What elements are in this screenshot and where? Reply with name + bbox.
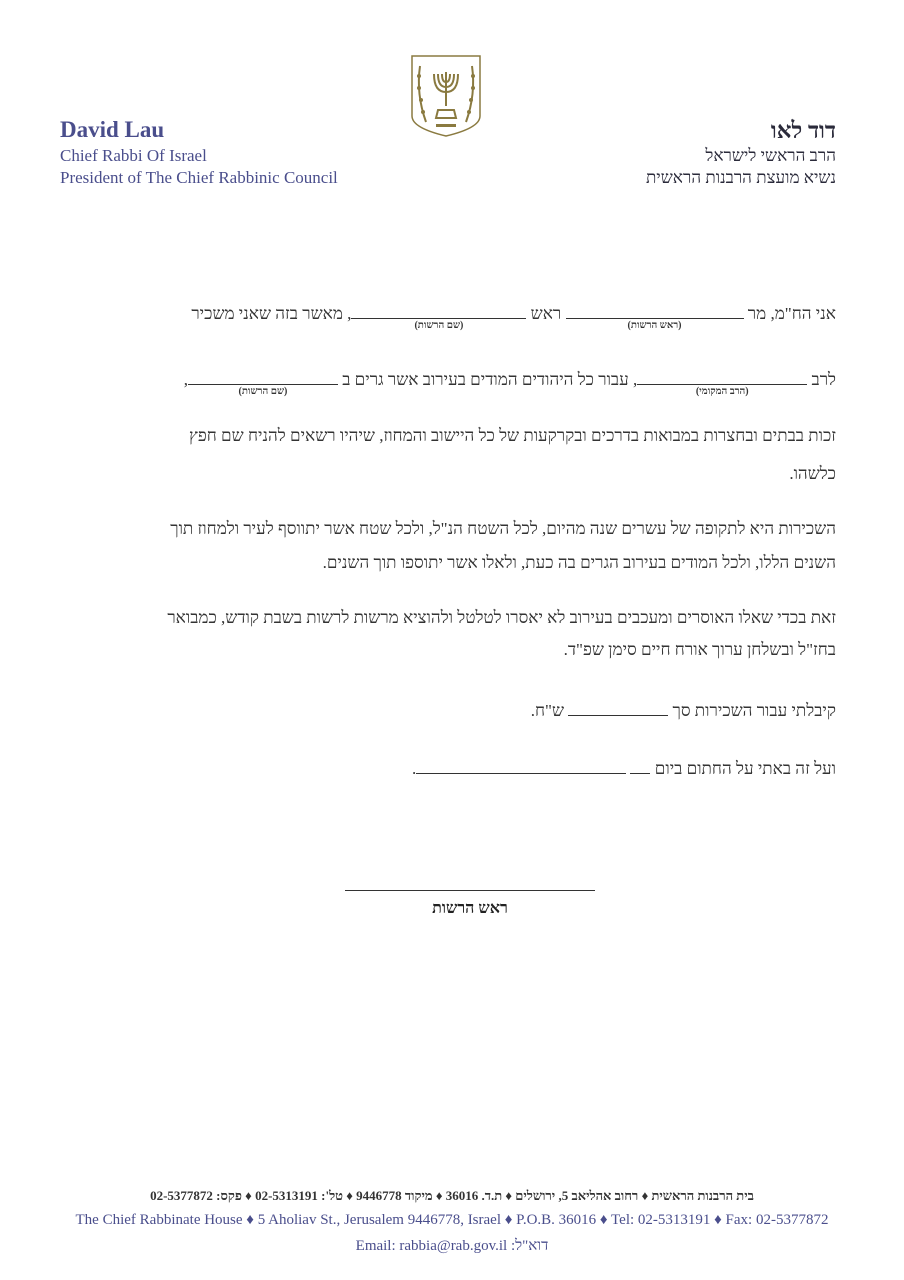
payment-line — [531, 701, 836, 721]
text: , מאשר בזה שאני משכיר — [191, 304, 352, 323]
paragraph-2-line-1: השכירות היא לתקופה של עשרים שנה מהיום, לכל השטח הנ"ל, ולכל שטח אשר יתווסף לעיר ולמחוז תוך — [170, 519, 836, 538]
text: אני הח"מ, מר — [747, 304, 836, 323]
letterhead-hebrew — [646, 117, 836, 189]
caption: (הרב המקומי) — [695, 386, 749, 397]
text: , עבור כל היהודים המודים בעירוב אשר גרים ב — [342, 370, 638, 389]
sender-title-en: Chief Rabbi Of Israel — [60, 146, 207, 165]
blank-date[interactable] — [416, 759, 626, 774]
blank-authority-name-2[interactable] — [188, 370, 338, 397]
sender-role-en: President of The Chief Rabbinic Council — [60, 168, 338, 187]
text: ועל זה באתי על החתום ביום — [654, 759, 836, 778]
date-line: ועל זה באתי על החתום ביום . — [411, 759, 836, 778]
body-line-2: לרב (הרב המקומי) , עבור כל היהודים המודים בעירוב אשר גרים ב (שם הרשות) , — [183, 370, 836, 397]
footer-english: The Chief Rabbinate House ♦ 5 Aholiav St., Jerusalem 9446778, Israel ♦ P.O.B. 36016 ♦ Tel: 02-5313191 ♦ Fax: 02-5377872 — [75, 1212, 829, 1228]
paragraph-3-line-2: בחז"ל ובשלחן ערוך אורח חיים סימן שפ"ד. — [563, 640, 836, 659]
blank-amount[interactable] — [568, 701, 668, 716]
signature-line[interactable] — [345, 890, 595, 891]
signature-label: ראש הרשות — [432, 900, 508, 917]
body-line-3: זכות בבתים ובחצרות במבואות בדרכים ובקרקעות של כל היישוב והמחוז, שיהיו רשאים להניח שם חפץ — [188, 426, 836, 445]
sender-name-en: David Lau — [60, 117, 165, 142]
paragraph-2-line-2: השנים הללו, ולכל המודים בעירוב הגרים בה כעת, ולאלו אשר יתוספו תוך השנים. — [322, 553, 836, 572]
sender-title-he: הרב הראשי לישראל — [705, 146, 836, 165]
sender-name-he: דוד לאו — [770, 118, 836, 143]
letterhead-english — [60, 115, 338, 189]
text: קיבלתי עבור השכירות סך — [672, 701, 836, 720]
caption: (שם הרשות) — [414, 320, 464, 331]
blank-authority-name[interactable] — [351, 304, 526, 331]
sender-role-he: נשיא מועצת הרבנות הראשית — [645, 168, 836, 187]
footer-hebrew: בית הרבנות הראשית ♦ רחוב אהליאב 5, ירושלים ♦ ת.ד. 36016 ♦ מיקוד 9446778 ♦ טל': 02-5313191 ♦ פקס: 02-5377872 — [150, 1188, 754, 1203]
blank-day[interactable] — [630, 759, 650, 774]
footer-email: Email: rabbia@rab.gov.il :דוא"ל — [355, 1238, 549, 1254]
caption: (שם הרשות) — [238, 386, 288, 397]
blank-mayor-name[interactable] — [566, 304, 744, 331]
text: לרב — [811, 370, 836, 389]
paragraph-3-line-1: זאת בכדי שאלו האוסרים ומעכבים בעירוב לא יאסרו לטלטל ולהוציא מרשות לרשות בשבת קודש, כמבואר — [167, 608, 836, 627]
body-line-4: כלשהו. — [789, 464, 836, 483]
state-emblem-icon — [410, 54, 482, 138]
caption: (ראש הרשות) — [627, 320, 682, 331]
blank-local-rabbi[interactable] — [637, 370, 807, 397]
text: ראש — [530, 304, 562, 323]
body-line-1 — [191, 304, 836, 331]
text: ש"ח. — [530, 701, 565, 720]
